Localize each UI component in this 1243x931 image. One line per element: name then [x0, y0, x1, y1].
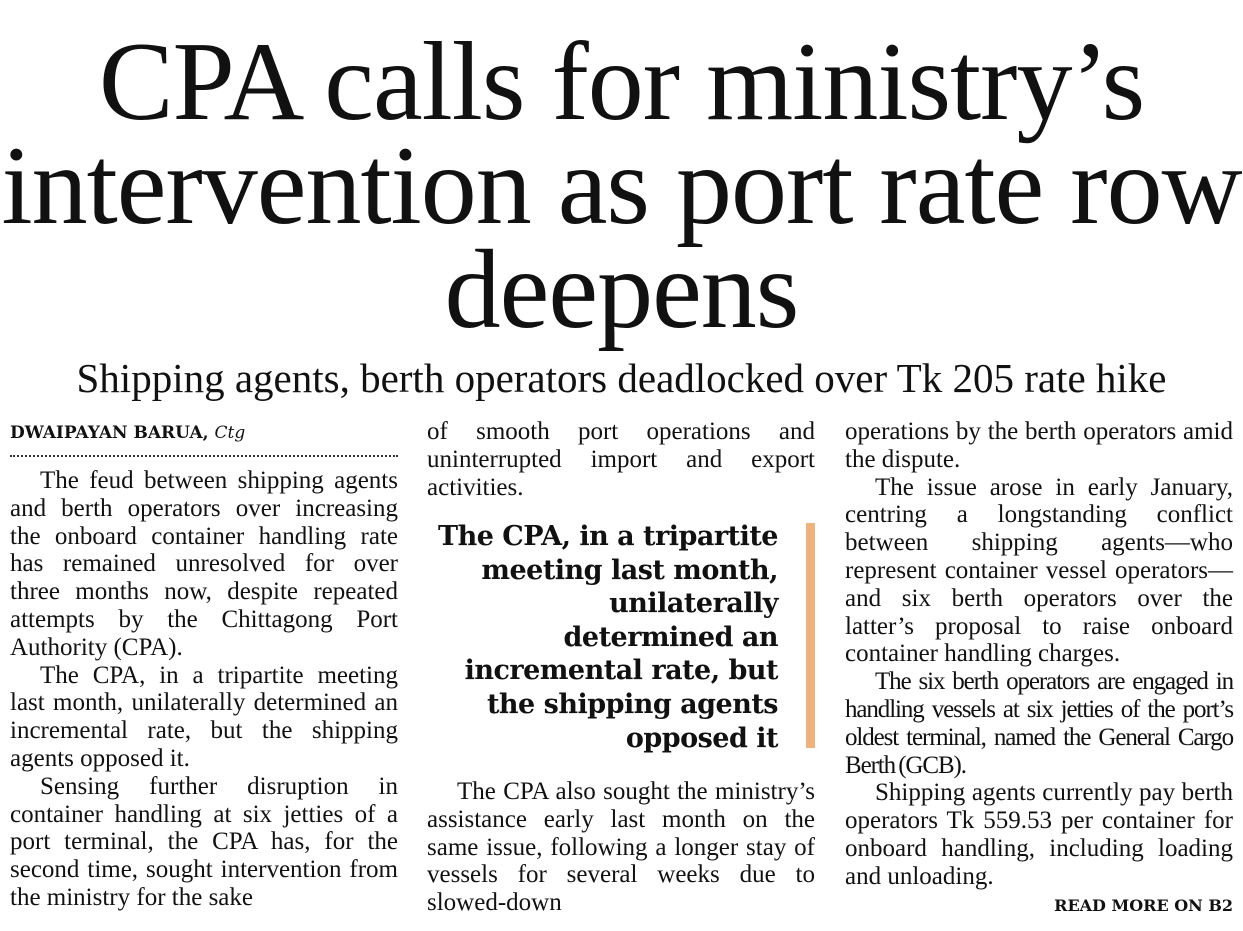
subheadline: Shipping agents, berth operators deadlocked over Tk 205 rate hike — [76, 355, 1167, 401]
pull-quote: The CPA, in a tripartite meeting last month, unilaterally determined an incremental rate, but the shipping agents opposed it — [438, 521, 778, 754]
col1-paragraph-2: The CPA, in a tripartite meeting last month, unilaterally determined an incremental rate, but the shipping agents opposed it. — [10, 661, 398, 772]
article-column-2-top — [427, 418, 815, 501]
byline-author: DWAIPAYAN BARUA, — [10, 423, 209, 443]
col2-paragraph-2: The CPA also sought the ministry’s assistance early last month on the same issue, following a longer stay of vessels for several weeks due to slowed-down — [427, 778, 815, 917]
col3-paragraph-1: operations by the berth operators amid the dispute. — [845, 418, 1233, 473]
read-more-link[interactable]: READ MORE ON B2 — [1054, 896, 1233, 915]
article-column-3 — [845, 418, 1233, 891]
byline-divider — [10, 455, 398, 457]
article-column-2-bottom — [427, 778, 815, 917]
headline: CPA calls for ministry’s intervention as port rate row deepens — [1, 20, 1242, 352]
col3-paragraph-4: Shipping agents currently pay berth operators Tk 559.53 per container for onboard handling, including loading and unloading. — [845, 779, 1233, 890]
byline — [10, 418, 398, 448]
col1-paragraph-1: The feud between shipping agents and berth operators over increasing the onboard container handling rate has remained unresolved for over three months now, despite repeated attempts by the Chittagong Port Authority (CPA). — [10, 467, 398, 661]
pull-quote-accent-bar — [806, 523, 815, 748]
col2-paragraph-1: of smooth port operations and uninterrupted import and export activities. — [427, 418, 815, 501]
byline-location: Ctg — [214, 423, 246, 443]
col3-paragraph-3: The six berth operators are engaged in handling vessels at six jetties of the port’s oldest terminal, named the General Cargo Berth (GCB). — [845, 668, 1233, 779]
article-column-1 — [10, 418, 398, 912]
col1-paragraph-3: Sensing further disruption in container handling at six jetties of a port terminal, the CPA has, for the second time, sought intervention from the ministry for the sake — [10, 772, 398, 911]
col3-paragraph-2: The issue arose in early January, centring a longstanding conflict between shipping agents—who represent container vessel operators—and six berth operators over the latter’s proposal to raise onboard container handling charges. — [845, 473, 1233, 668]
